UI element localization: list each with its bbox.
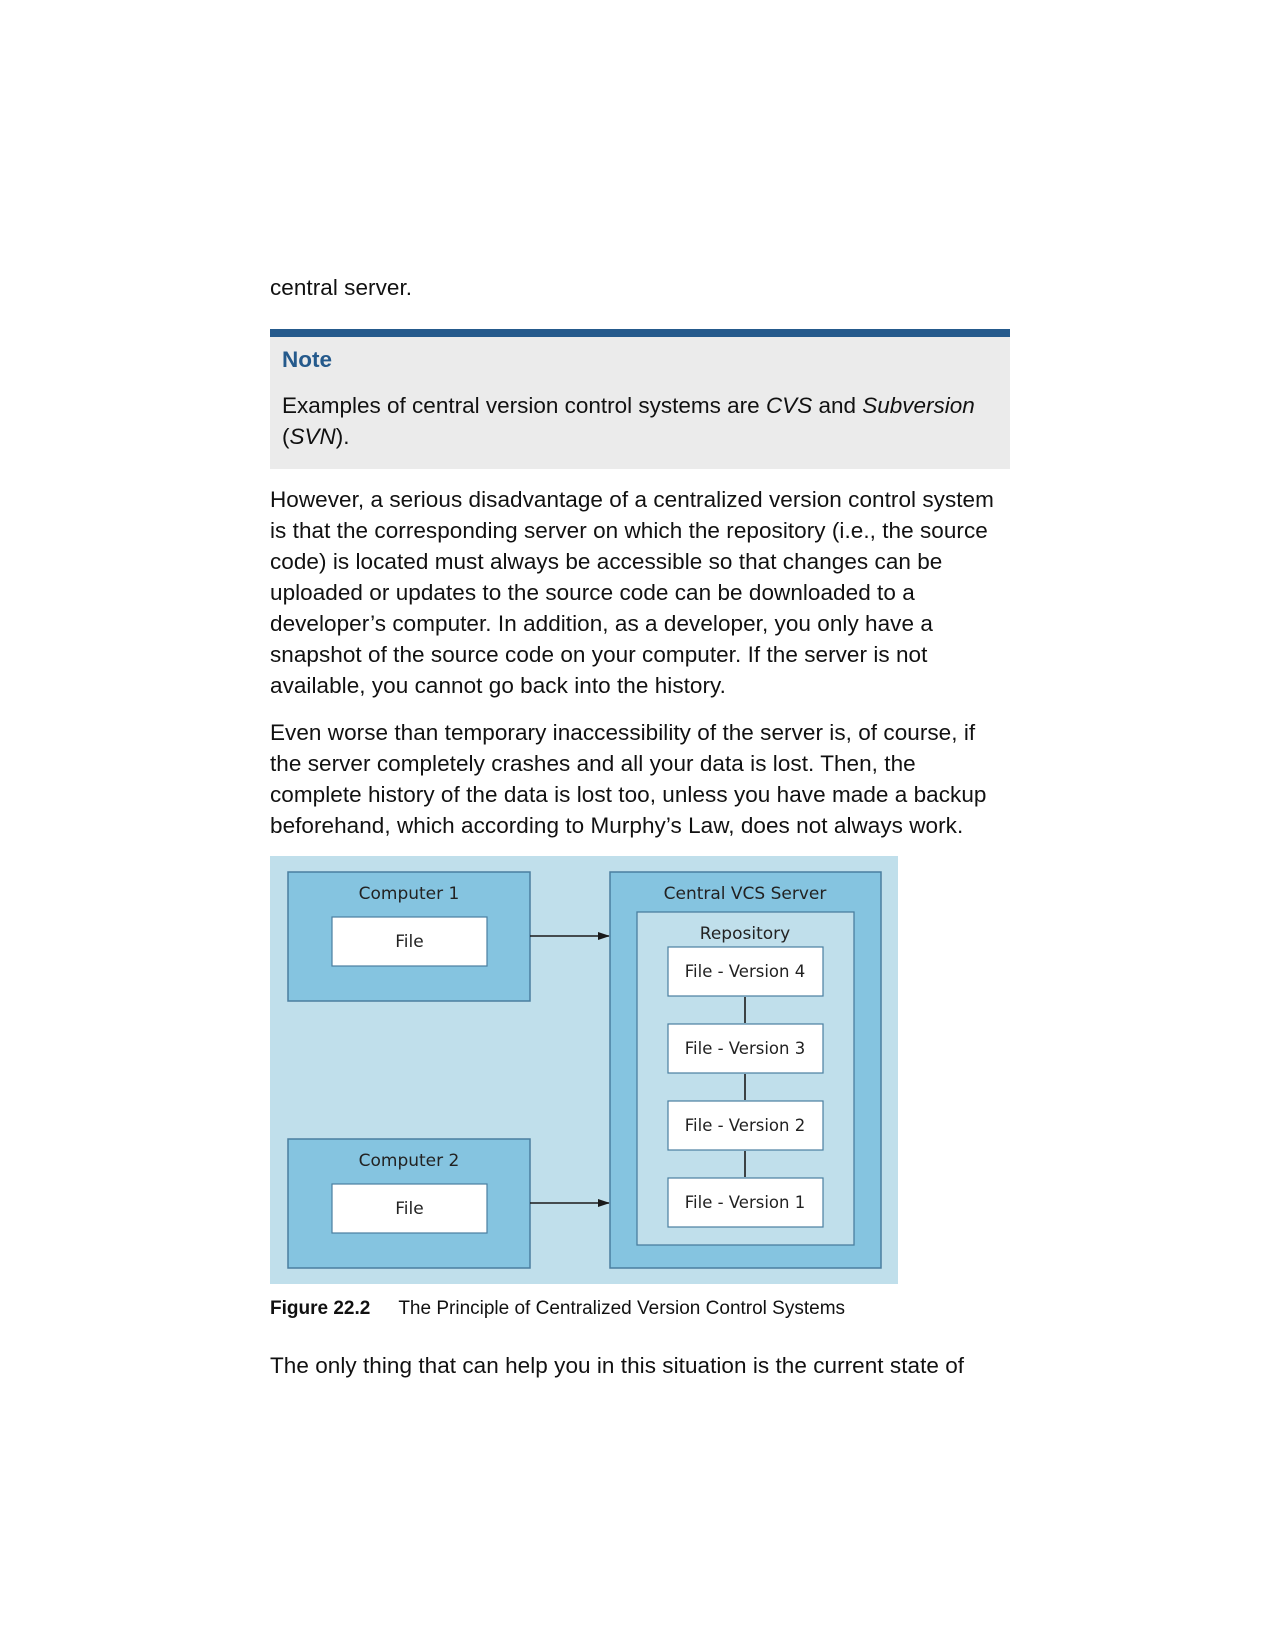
note-title: Note — [282, 347, 332, 372]
figure-caption-label: Figure 22.2 — [270, 1298, 371, 1319]
note-body — [282, 390, 998, 452]
version-4-label: File - Version 4 — [684, 962, 806, 981]
figure-caption — [270, 1297, 845, 1321]
computer-2-box — [288, 1139, 530, 1268]
version-2-label: File - Version 2 — [684, 1116, 806, 1135]
note-svn: SVN — [289, 424, 336, 449]
paragraph-top: central server. — [270, 275, 413, 300]
note-body-text: Examples of central version control systems are — [282, 393, 766, 418]
note-cvs: CVS — [765, 393, 813, 418]
computer-2-title: Computer 2 — [358, 1151, 460, 1171]
note-box — [270, 329, 1010, 469]
paragraph-1: However, a serious disadvantage of a centralized version control system is that the corresponding server on which the repository (i.e., the source code) is located must always be accessible so that changes can be uploaded or updates to the source code can be downloaded to a developer’s computer. In addition, as a developer, you only have a snapshot of the source code on your computer. If the server is not available, you cannot go back into the history. — [270, 487, 994, 698]
repository-title: Repository — [699, 924, 791, 944]
figure-caption-text: The Principle of Centralized Version Control Systems — [398, 1298, 846, 1319]
note-paren-open: ( — [282, 424, 290, 449]
version-1-label: File - Version 1 — [684, 1193, 806, 1212]
computer-1-file: File — [395, 932, 424, 952]
note-subversion: Subversion — [862, 393, 975, 418]
paragraph-2: Even worse than temporary inaccessibility of the server is, of course, if the server completely crashes and all your data is lost. Then, the complete history of the data is lost too, unless you have made a backup beforehand, which according to Murphy’s Law, does not always work. — [270, 720, 987, 838]
computer-1-title: Computer 1 — [358, 884, 460, 904]
figure-diagram — [270, 856, 898, 1284]
version-3-label: File - Version 3 — [684, 1039, 806, 1058]
diagram-svg — [270, 856, 898, 1284]
paragraph-3: The only thing that can help you in this situation is the current state of — [270, 1353, 965, 1378]
server-box — [610, 872, 881, 1268]
server-title: Central VCS Server — [663, 884, 827, 904]
computer-1-box — [288, 872, 530, 1001]
note-paren-close: ). — [335, 424, 350, 449]
note-and: and — [812, 393, 863, 418]
computer-2-file: File — [395, 1199, 424, 1219]
